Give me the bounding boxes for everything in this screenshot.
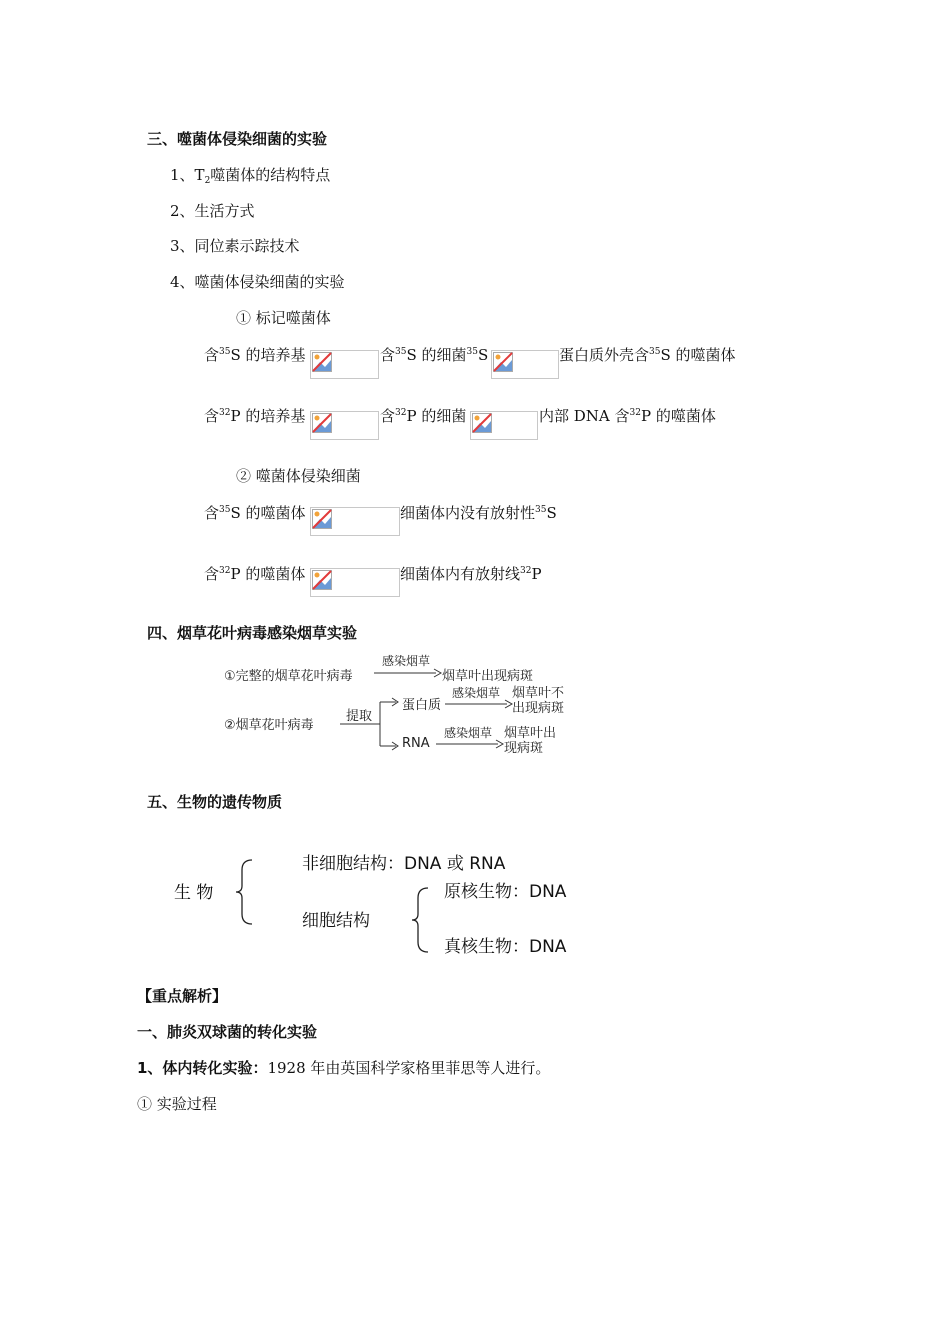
section-4-heading: 四、烟草花叶病毒感染烟草实验 bbox=[147, 624, 358, 642]
in-vivo-experiment: 1、体内转化实验：1928 年由英国科学家格里菲思等人进行。 bbox=[137, 1059, 551, 1077]
branch-connector bbox=[340, 694, 400, 754]
item-1: 1、$T_2$噬菌体的结构特点 bbox=[170, 166, 331, 186]
label-32p-phage-infect: 含$^{32}$P 的噬菌体 bbox=[204, 565, 306, 583]
noncellular-label: 非细胞结构：DNA 或 RNA bbox=[302, 854, 506, 874]
image-placeholder bbox=[470, 411, 538, 440]
label-32p-medium: 含$^{32}$P 的培养基 bbox=[204, 407, 306, 425]
section-3-heading: 三、噬菌体侵染细菌的实验 bbox=[147, 130, 328, 148]
extract-label: 提取 bbox=[346, 709, 373, 724]
arrow-right-icon bbox=[436, 739, 504, 749]
section-5-heading: 五、生物的遗传物质 bbox=[147, 793, 283, 811]
arrow-label-infect-3: 感染烟草 bbox=[444, 726, 493, 740]
item-4: 4、噬菌体侵染细菌的实验 bbox=[170, 273, 345, 291]
broken-image-icon bbox=[312, 570, 332, 590]
curly-brace-icon bbox=[410, 886, 432, 954]
image-placeholder bbox=[310, 411, 379, 440]
rna-label: RNA bbox=[402, 736, 430, 751]
image-placeholder bbox=[310, 507, 400, 536]
item-3: 3、同位素示踪技术 bbox=[170, 237, 300, 255]
label-32p-bacteria: 含$^{32}$P 的细菌 bbox=[380, 407, 467, 425]
image-placeholder bbox=[310, 350, 379, 379]
eukaryote-label: 真核生物：DNA bbox=[444, 937, 567, 957]
arrow-right-icon bbox=[374, 668, 442, 678]
subsection-label-2: ② 噬菌体侵染细菌 bbox=[236, 467, 361, 485]
broken-image-icon bbox=[312, 352, 332, 372]
prokaryote-label: 原核生物：DNA bbox=[444, 882, 567, 902]
broken-image-icon bbox=[493, 352, 513, 372]
pneumococcus-heading: 一、肺炎双球菌的转化实验 bbox=[137, 1023, 318, 1041]
result-lesion-rna: 烟草叶出 现病斑 bbox=[504, 726, 557, 756]
tmv-label: ②烟草花叶病毒 bbox=[224, 718, 314, 733]
label-35s-medium: 含$^{35}$S 的培养基 bbox=[204, 346, 306, 364]
organism-label: 生 物 bbox=[174, 883, 214, 903]
result-leaf-lesion: 烟草叶出现病斑 bbox=[442, 669, 534, 684]
arrow-label-infect-1: 感染烟草 bbox=[382, 654, 431, 668]
arrow-label-infect-2: 感染烟草 bbox=[452, 686, 501, 700]
label-35s-phage: 蛋白质外壳含$^{35}$S 的噬菌体 bbox=[559, 346, 736, 364]
key-analysis-heading: 【重点解析】 bbox=[137, 987, 228, 1005]
curly-brace-icon bbox=[234, 858, 256, 926]
cellular-label: 细胞结构 bbox=[302, 911, 370, 931]
item-2: 2、生活方式 bbox=[170, 202, 255, 220]
broken-image-icon bbox=[472, 413, 492, 433]
image-placeholder bbox=[310, 568, 400, 597]
result-radioactivity: 细菌体内有放射线$^{32}$P bbox=[400, 565, 542, 583]
tmv-complete-label: ①完整的烟草花叶病毒 bbox=[224, 669, 353, 684]
tmv-diagram bbox=[220, 650, 580, 760]
arrow-right-icon bbox=[445, 699, 513, 709]
result-no-radioactivity: 细菌体内没有放射性$^{35}$S bbox=[400, 504, 557, 522]
label-35s-phage-infect: 含$^{35}$S 的噬菌体 bbox=[204, 504, 306, 522]
label-35s-bacteria: 含$^{35}$S 的细菌$^{35}$S bbox=[380, 346, 489, 364]
subsection-label-1: ① 标记噬菌体 bbox=[236, 309, 331, 327]
broken-image-icon bbox=[312, 509, 332, 529]
label-32p-phage: 内部 DNA 含$^{32}$P 的噬菌体 bbox=[539, 407, 716, 425]
broken-image-icon bbox=[312, 413, 332, 433]
genetic-material-diagram bbox=[160, 840, 600, 960]
result-no-lesion: 烟草叶不 出现病斑 bbox=[512, 686, 565, 716]
protein-label: 蛋白质 bbox=[402, 698, 442, 713]
experiment-process-label: ① 实验过程 bbox=[137, 1095, 217, 1113]
image-placeholder bbox=[491, 350, 559, 379]
